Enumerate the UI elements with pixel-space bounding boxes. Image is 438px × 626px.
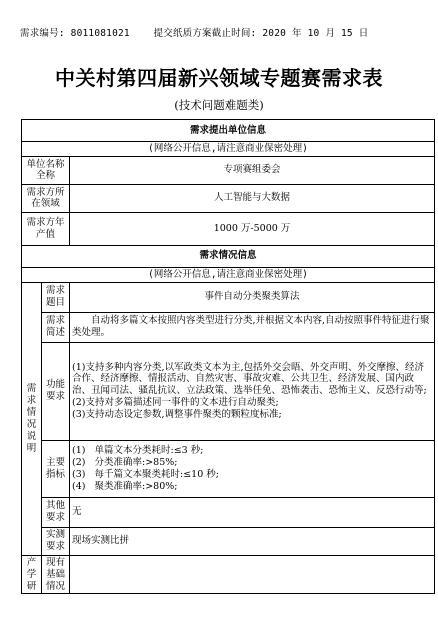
section2-note-row <box>22 267 435 282</box>
other-row <box>22 497 435 527</box>
test-row <box>22 527 435 555</box>
function-row <box>22 342 435 440</box>
output-value: 1000 万-5000 万 <box>70 212 435 245</box>
industry-research-label: 产学研 <box>22 555 42 594</box>
metrics-value <box>70 440 435 497</box>
output-row <box>22 212 435 245</box>
output-label: 需求方年产值 <box>22 212 70 245</box>
header-line <box>20 25 430 39</box>
section2-note: (网络公开信息,请注意商业保密处理) <box>22 267 435 282</box>
unit-name-value: 专项赛组委会 <box>70 156 435 184</box>
function-label: 功能要求 <box>42 342 70 440</box>
test-value: 现场实测比拼 <box>70 527 435 555</box>
page-subtitle: (技术问题难题类) <box>174 98 264 112</box>
unit-name-label: 单位名称全称 <box>22 156 70 184</box>
section1-title: 需求提出单位信息 <box>22 120 435 142</box>
summary-label: 需求简述 <box>42 312 70 342</box>
basis-label: 现有基础情况 <box>42 555 70 594</box>
other-label: 其他要求 <box>42 497 70 527</box>
metrics-label: 主要指标 <box>42 440 70 497</box>
deadline: 2020 年 10 月 15 日 <box>262 28 369 39</box>
demand-form-table <box>21 119 435 594</box>
demand-situation-label: 需求情况说明 <box>22 282 42 555</box>
demand-no-label: 需求编号: <box>20 28 65 39</box>
basis-row <box>22 555 435 594</box>
demand-no: 8011081021 <box>70 28 130 39</box>
topic-value: 事件自动分类聚类算法 <box>70 282 435 312</box>
function-line: (2)支持对多篇描述同一事件的文本进行自动聚类; <box>72 397 279 409</box>
deadline-label: 提交纸质方案截止时间: <box>153 28 257 39</box>
topic-row <box>22 282 435 312</box>
metrics-row <box>22 440 435 497</box>
topic-label: 需求题目 <box>42 282 70 312</box>
metric-line: (3) 每千篇文本聚类耗时:≤10 秒; <box>72 468 219 480</box>
page-title: 中关村第四届新兴领域专题赛需求表 <box>55 66 383 90</box>
metric-line: (1) 单篇文本分类耗时:≤3 秒; <box>72 445 204 456</box>
function-value <box>70 342 435 440</box>
section2-title-row <box>22 245 435 267</box>
field-value: 人工智能与大数据 <box>70 184 435 212</box>
summary-value: 自动将多篇文本按照内容类型进行分类,并根据文本内容,自动按照事件特征进行聚类处理。 <box>70 312 435 342</box>
section1-note: (网络公开信息,请注意商业保密处理) <box>22 142 435 157</box>
field-label: 需求方所在领域 <box>22 184 70 212</box>
section2-title: 需求情况信息 <box>22 245 435 267</box>
section1-note-row <box>22 142 435 157</box>
metric-line: (4) 聚类准确率:>80%; <box>72 480 178 492</box>
function-line: (3)支持动态设定参数,调整事件聚类的颗粒度标准; <box>72 409 282 421</box>
other-value: 无 <box>70 497 435 527</box>
function-line: (1)支持多种内容分类,以军政类文本为主,包括外交会晤、外交声明、外交摩擦、经济合作、经济摩擦、情报活动、自然灾害、事故灾难、公共卫生、经济发展、国内政治、丑闻司法、骚乱抗议、立法政策、选举任免、恐怖袭击、恐怖主义、反恐行动等; <box>72 361 427 397</box>
unit-name-row <box>22 156 435 184</box>
test-label: 实测要求 <box>42 527 70 555</box>
field-row <box>22 184 435 212</box>
section1-title-row <box>22 120 435 142</box>
basis-value <box>70 555 435 594</box>
summary-row <box>22 312 435 342</box>
metric-line: (2) 分类准确率:>85%; <box>72 456 178 468</box>
